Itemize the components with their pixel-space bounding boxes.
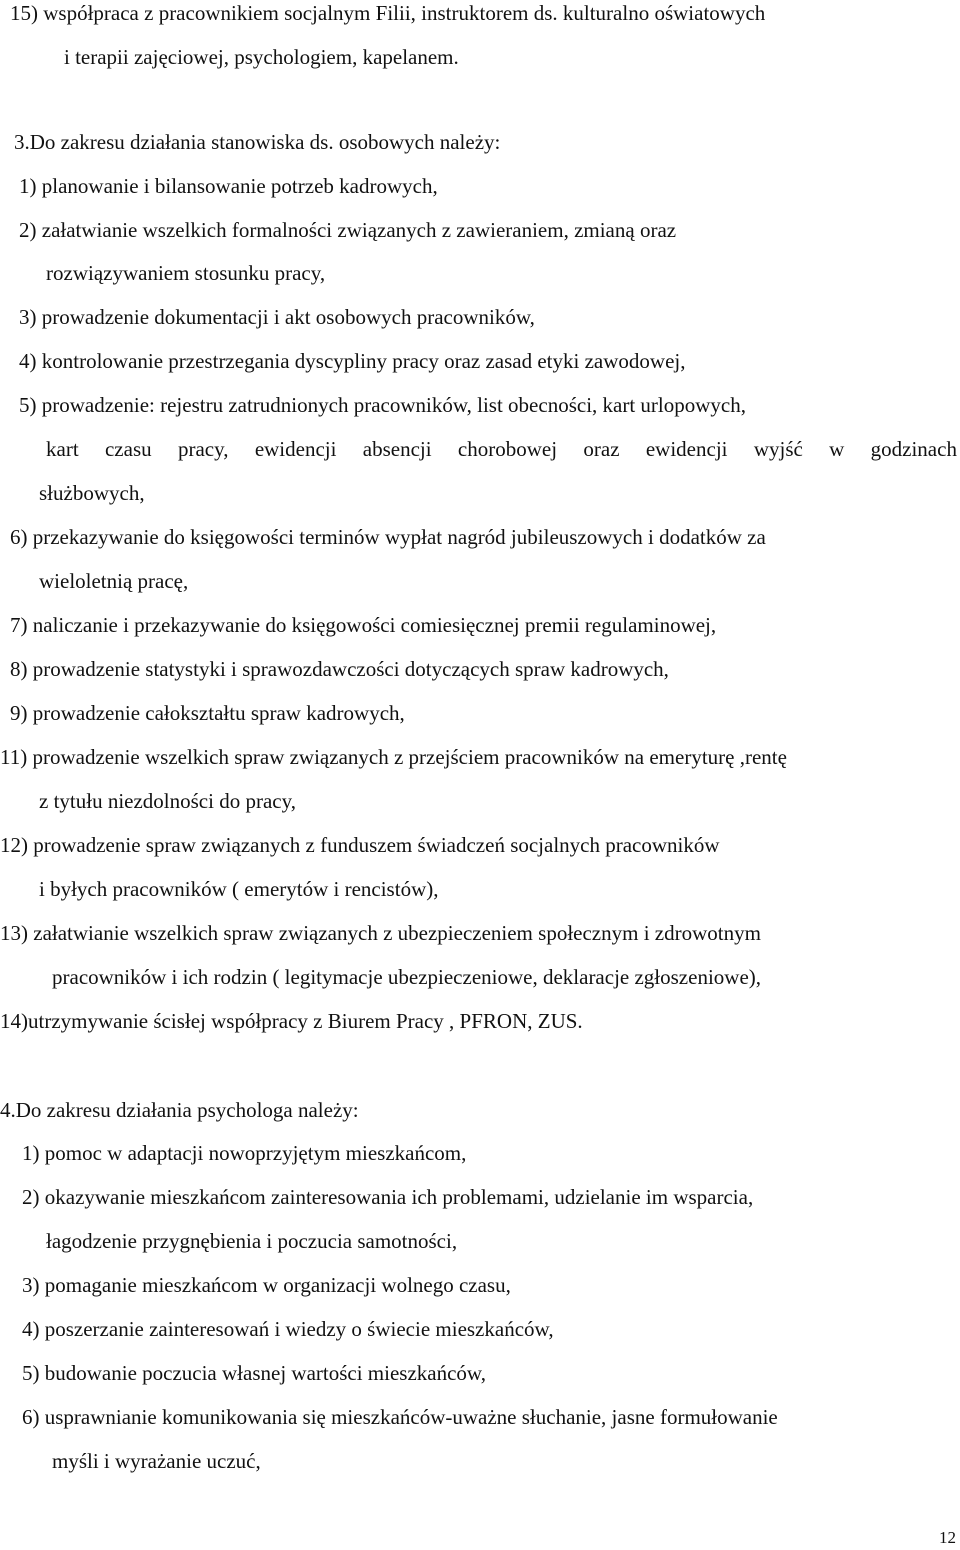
list-item: 7) naliczanie i przekazywanie do księgowości comiesięcznej premii regulaminowej, (10, 613, 717, 637)
list-item: 5) prowadzenie: rejestru zatrudnionych pracowników, list obecności, kart urlopowych, (19, 393, 746, 417)
list-item: 2) okazywanie mieszkańcom zainteresowania ich problemami, udzielanie im wsparcia, (22, 1185, 754, 1209)
list-item: 1) planowanie i bilansowanie potrzeb kadrowych, (19, 174, 438, 198)
word: wyjść (753, 437, 803, 461)
list-item: 11) prowadzenie wszelkich spraw związanych z przejściem pracowników na emeryturę ,rentę (0, 745, 787, 769)
word: godzinach (870, 437, 957, 461)
word: kart (46, 437, 79, 461)
list-item-continuation: rozwiązywaniem stosunku pracy, (46, 261, 326, 285)
list-item-continuation: i byłych pracowników ( emerytów i rencistów), (39, 877, 439, 901)
list-item: 2) załatwianie wszelkich formalności związanych z zawieraniem, zmianą oraz (19, 218, 677, 242)
list-item: 9) prowadzenie całokształtu spraw kadrowych, (10, 701, 405, 725)
section-heading: 3.Do zakresu działania stanowiska ds. osobowych należy: (14, 130, 501, 154)
list-item: 6) usprawnianie komunikowania się mieszkańców-uważne słuchanie, jasne formułowanie (22, 1405, 778, 1429)
list-item-continuation: służbowych, (39, 481, 145, 505)
word: chorobowej (457, 437, 558, 461)
list-item: 14)utrzymywanie ścisłej współpracy z Biurem Pracy , PFRON, ZUS. (0, 1009, 583, 1033)
text-line: 15) współpraca z pracownikiem socjalnym Filii, instruktorem ds. kulturalno oświatowych (10, 1, 766, 25)
list-item-continuation: z tytułu niezdolności do pracy, (39, 789, 296, 813)
list-item-continuation (46, 436, 957, 462)
word: oraz (583, 437, 620, 461)
list-item: 3) pomaganie mieszkańcom w organizacji wolnego czasu, (22, 1273, 511, 1297)
word: ewidencji (645, 437, 728, 461)
list-item-continuation: pracowników i ich rodzin ( legitymacje ubezpieczeniowe, deklaracje zgłoszeniowe), (52, 965, 762, 989)
list-item: 1) pomoc w adaptacji nowoprzyjętym mieszkańcom, (22, 1141, 467, 1165)
page-number: 12 (939, 1528, 956, 1547)
list-item: 12) prowadzenie spraw związanych z funduszem świadczeń socjalnych pracowników (0, 833, 720, 857)
list-item: 4) poszerzanie zainteresowań i wiedzy o świecie mieszkańców, (22, 1317, 554, 1341)
word: ewidencji (254, 437, 337, 461)
list-item-continuation: wieloletnią pracę, (39, 569, 189, 593)
text-line: i terapii zajęciowej, psychologiem, kapelanem. (64, 45, 459, 69)
list-item: 13) załatwianie wszelkich spraw związanych z ubezpieczeniem społecznym i zdrowotnym (0, 921, 761, 945)
list-item: 3) prowadzenie dokumentacji i akt osobowych pracowników, (19, 305, 535, 329)
list-item-continuation: myśli i wyrażanie uczuć, (52, 1449, 261, 1473)
list-item: 5) budowanie poczucia własnej wartości mieszkańców, (22, 1361, 486, 1385)
list-item: 6) przekazywanie do księgowości terminów wypłat nagród jubileuszowych i dodatków za (10, 525, 766, 549)
list-item-continuation: łagodzenie przygnębienia i poczucia samotności, (46, 1229, 458, 1253)
word: w (829, 437, 845, 461)
list-item: 4) kontrolowanie przestrzegania dyscypliny pracy oraz zasad etyki zawodowej, (19, 349, 686, 373)
word: absencji (362, 437, 432, 461)
word: pracy, (177, 437, 229, 461)
word: czasu (104, 437, 152, 461)
section-heading: 4.Do zakresu działania psychologa należy: (0, 1098, 359, 1122)
list-item: 8) prowadzenie statystyki i sprawozdawczości dotyczących spraw kadrowych, (10, 657, 669, 681)
